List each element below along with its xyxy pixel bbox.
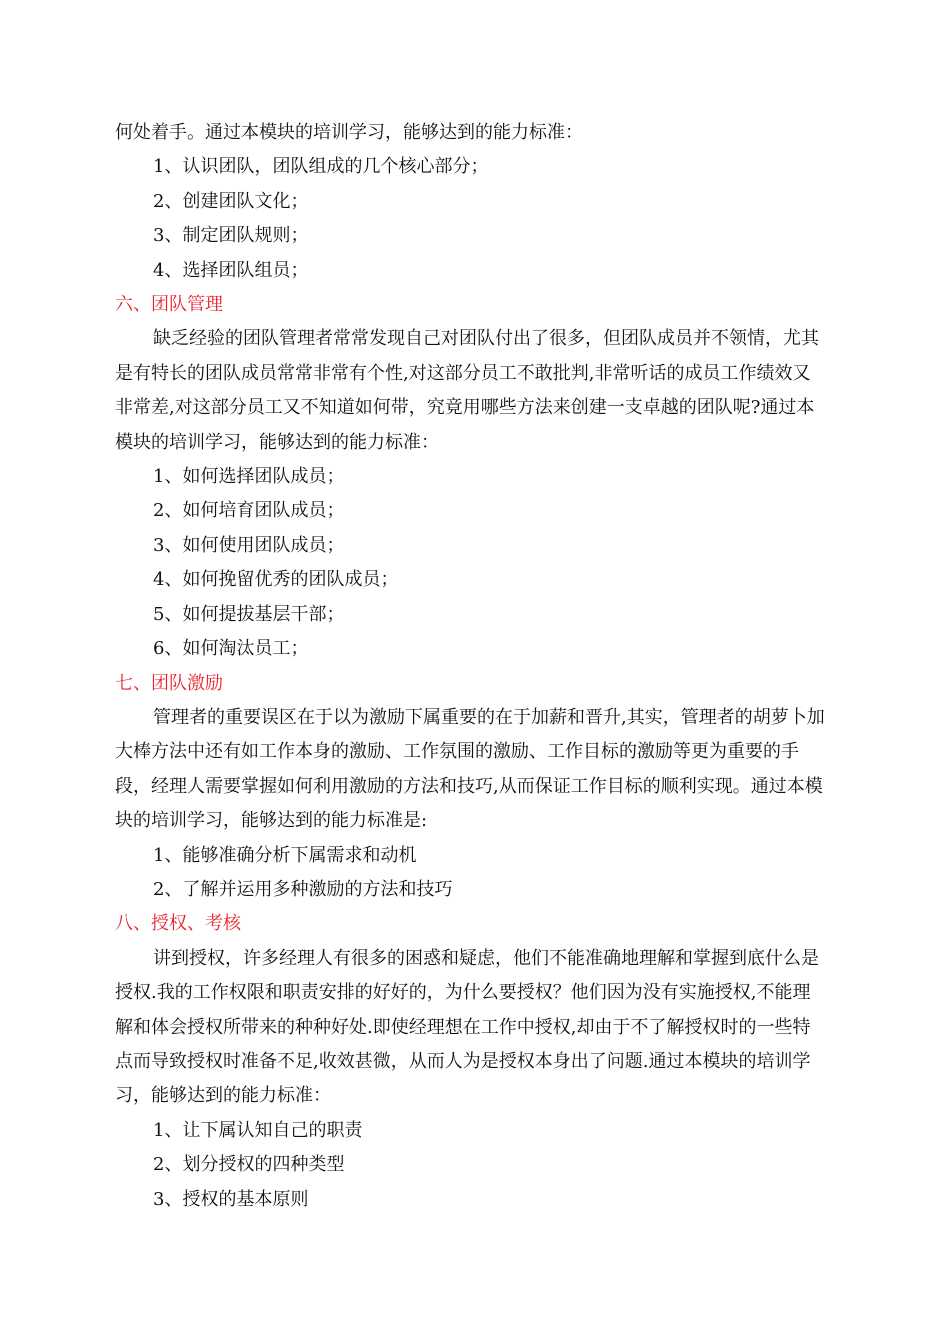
paragraph-line: 缺乏经验的团队管理者常常发现自己对团队付出了很多，但团队成员并不领情，尤其: [153, 328, 819, 350]
paragraph-line: 讲到授权，许多经理人有很多的困惑和疑虑，他们不能准确地理解和掌握到底什么是: [153, 947, 819, 969]
list-item: 5、如何提拔基层干部；: [153, 603, 345, 625]
paragraph-line: 是有特长的团队成员常常非常有个性,对这部分员工不敢批判,非常听话的成员工作绩效又: [115, 362, 811, 384]
paragraph-line: 习，能够达到的能力标准：: [115, 1085, 331, 1107]
section8-list: [115, 1114, 875, 1217]
list-item: 3、授权的基本原则: [153, 1188, 309, 1210]
list-item: 1、让下属认知自己的职责: [153, 1119, 363, 1141]
paragraph-line: 非常差,对这部分员工又不知道如何带，究竟用哪些方法来创建一支卓越的团队呢?通过本: [115, 397, 815, 419]
section6-paragraph: [115, 322, 875, 460]
list-item: 4、选择团队组员；: [153, 259, 309, 281]
paragraph-line: 大棒方法中还有如工作本身的激励、工作氛围的激励、工作目标的激励等更为重要的手: [115, 741, 799, 763]
list-item: 2、如何培育团队成员；: [153, 500, 345, 522]
list-item: 4、如何挽留优秀的团队成员；: [153, 569, 399, 591]
list-item: 3、制定团队规则；: [153, 225, 309, 247]
list-item: 6、如何淘汰员工；: [153, 638, 309, 660]
paragraph-line: 点而导致授权时准备不足,收效甚微，从而人为是授权本身出了问题.通过本模块的培训学: [115, 1050, 811, 1072]
section5-list: [115, 150, 875, 288]
paragraph-line: 解和体会授权所带来的种种好处.即使经理想在工作中授权,却由于不了解授权时的一些特: [115, 1016, 811, 1038]
list-item: 2、了解并运用多种激励的方法和技巧: [153, 878, 453, 900]
list-item: 3、如何使用团队成员；: [153, 534, 345, 556]
section-heading-team-motivation: 七、团队激励: [115, 672, 223, 694]
paragraph-line: 段，经理人需要掌握如何利用激励的方法和技巧,从而保证工作目标的顺利实现。通过本模: [115, 775, 823, 797]
paragraph-line: 授权.我的工作权限和职责安排的好好的，为什么要授权？他们因为没有实施授权,不能理: [115, 982, 811, 1004]
section7-list: [115, 839, 875, 908]
section7-paragraph: [115, 701, 875, 839]
document-page: [115, 116, 875, 1217]
paragraph-line: 管理者的重要误区在于以为激励下属重要的在于加薪和晋升,其实，管理者的胡萝卜加: [153, 706, 825, 728]
list-item: 1、认识团队，团队组成的几个核心部分；: [153, 156, 489, 178]
list-item: 1、如何选择团队成员；: [153, 466, 345, 488]
list-item: 2、划分授权的四种类型: [153, 1154, 345, 1176]
section-heading-delegation-assessment: 八、授权、考核: [115, 913, 241, 935]
section-heading-team-management: 六、团队管理: [115, 294, 223, 316]
paragraph-line: 模块的培训学习，能够达到的能力标准：: [115, 431, 439, 453]
intro-tail-line: 何处着手。通过本模块的培训学习，能够达到的能力标准：: [115, 122, 583, 143]
section6-list: [115, 460, 875, 666]
section8-paragraph: [115, 942, 875, 1114]
paragraph-line: 块的培训学习，能够达到的能力标准是:: [115, 810, 428, 832]
list-item: 1、能够准确分析下属需求和动机: [153, 844, 417, 866]
list-item: 2、创建团队文化；: [153, 190, 309, 212]
